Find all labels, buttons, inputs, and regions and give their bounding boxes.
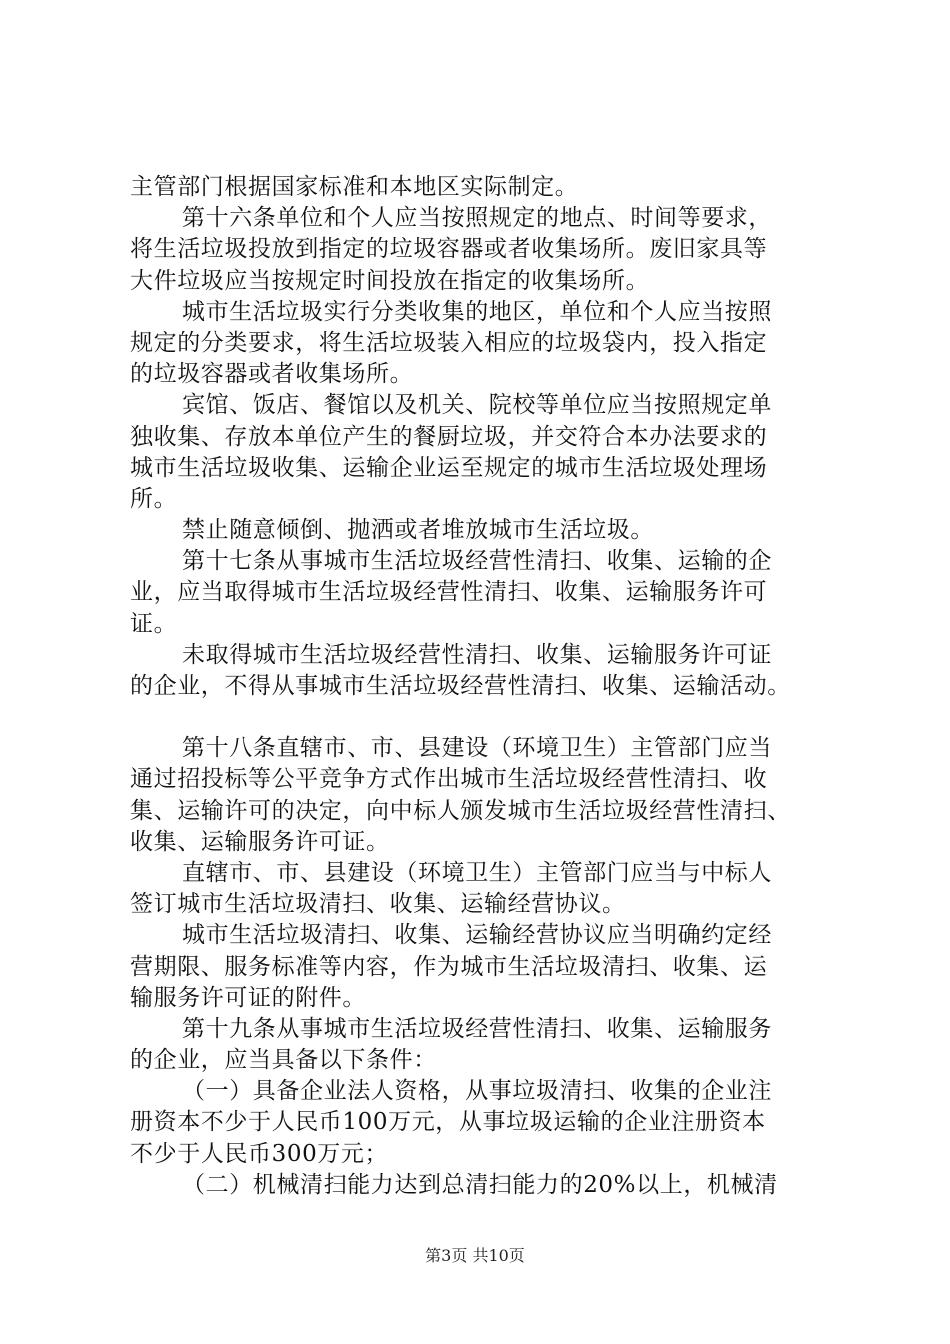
text-line: 直辖市、市、县建设（环境卫生）主管部门应当与中标人 — [182, 859, 772, 886]
text-line: 业，应当取得城市生活垃圾经营性清扫、收集、运输服务许可 — [130, 579, 768, 606]
text-line: 将生活垃圾投放到指定的垃圾容器或者收集场所。废旧家具等 — [130, 236, 768, 263]
text-line: 第十六条单位和个人应当按照规定的地点、时间等要求， — [182, 205, 772, 232]
text-line: 独收集、存放本单位产生的餐厨垃圾，并交符合本办法要求的 — [130, 423, 768, 450]
text-line: 营期限、服务标准等内容，作为城市生活垃圾清扫、收集、运 — [130, 953, 768, 980]
text-line: 第十七条从事城市生活垃圾经营性清扫、收集、运输的企 — [182, 548, 772, 575]
text-line: 证。 — [130, 610, 178, 637]
text-line: （一）具备企业法人资格，从事垃圾清扫、收集的企业注 — [182, 1078, 772, 1105]
text-line: 不少于人民币300万元； — [130, 1140, 389, 1167]
text-line: 册资本不少于人民币100万元，从事垃圾运输的企业注册资本 — [130, 1109, 766, 1136]
text-line: 城市生活垃圾收集、运输企业运至规定的城市生活垃圾处理场 — [130, 454, 768, 481]
text-line: 城市生活垃圾清扫、收集、运输经营协议应当明确约定经 — [182, 922, 772, 949]
text-line: 集、运输许可的决定，向中标人颁发城市生活垃圾经营性清扫、 — [130, 797, 791, 824]
text-line: 第十八条直辖市、市、县建设（环境卫生）主管部门应当 — [182, 735, 772, 762]
text-line: 的垃圾容器或者收集场所。 — [130, 361, 414, 388]
text-line: 宾馆、饭店、餐馆以及机关、院校等单位应当按照规定单 — [182, 392, 772, 419]
text-line: 输服务许可证的附件。 — [130, 984, 366, 1011]
text-line: 城市生活垃圾实行分类收集的地区，单位和个人应当按照 — [182, 298, 772, 325]
text-line: 收集、运输服务许可证。 — [130, 828, 390, 855]
text-line: 大件垃圾应当按规定时间投放在指定的收集场所。 — [130, 267, 650, 294]
text-line: 规定的分类要求，将生活垃圾装入相应的垃圾袋内，投入指定 — [130, 329, 768, 356]
text-line: 主管部门根据国家标准和本地区实际制定。 — [130, 174, 579, 200]
text-line: 的企业，不得从事城市生活垃圾经营性清扫、收集、运输活动。 — [130, 673, 791, 699]
text-line: 禁止随意倾倒、抛洒或者堆放城市生活垃圾。 — [182, 517, 654, 544]
page-footer — [0, 1243, 950, 1266]
text-line: 通过招投标等公平竞争方式作出城市生活垃圾经营性清扫、收 — [130, 766, 768, 793]
text-line: 的企业，应当具备以下条件： — [130, 1047, 437, 1074]
text-line: 未取得城市生活垃圾经营性清扫、收集、运输服务许可证 — [182, 641, 772, 668]
body-text — [130, 172, 830, 1201]
text-line: 签订城市生活垃圾清扫、收集、运输经营协议。 — [130, 891, 626, 918]
page-number-label: 第3页 共10页 — [425, 1246, 525, 1265]
text-line: 所。 — [130, 485, 178, 512]
text-line: 第十九条从事城市生活垃圾经营性清扫、收集、运输服务 — [182, 1015, 772, 1042]
text-line: （二）机械清扫能力达到总清扫能力的20%以上，机械清 — [182, 1171, 778, 1198]
paragraph-gap — [130, 702, 830, 733]
